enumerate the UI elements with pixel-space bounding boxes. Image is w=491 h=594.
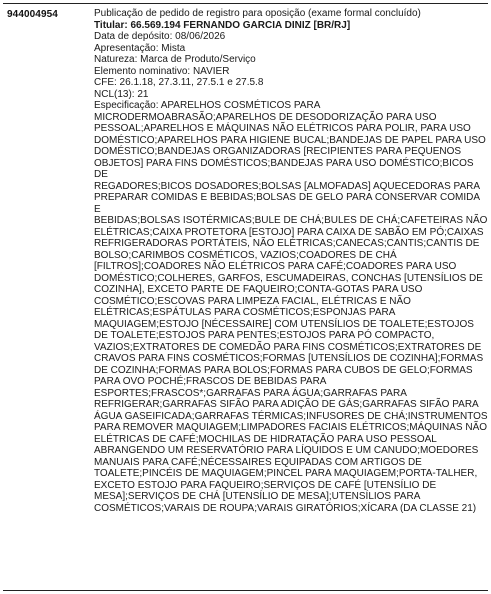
ncl-class: NCL(13): 21 xyxy=(94,88,149,100)
holder: Titular: 66.569.194 FERNANDO GARCIA DINIZ [BR/RJ] xyxy=(94,19,351,31)
nature: Natureza: Marca de Produto/Serviço xyxy=(94,54,256,65)
cfe-codes: CFE: 26.1.18, 27.3.11, 27.5.1 e 27.5.8 xyxy=(94,77,264,88)
filing-date: Data de depósito: 08/06/2026 xyxy=(94,31,226,42)
publication-entry xyxy=(94,8,488,514)
presentation: Apresentação: Mista xyxy=(94,42,186,54)
nominative-element: Elemento nominativo: NAVIER xyxy=(94,65,230,77)
top-divider xyxy=(3,3,488,4)
bottom-divider xyxy=(3,590,488,591)
process-number: 944004954 xyxy=(7,9,58,20)
specification: Especificação: APARELHOS COSMÉTICOS PARA MICRODERMOABRASÃO;APARELHOS DE DESODORIZAÇÃO PARA USO PESSOAL;APARELHOS E MÁQUINAS NÃO ELÉTRICOS PARA POLIR, PARA USO DOMÉSTICO;APARELHOS PARA HIGIENE BUCAL;BANDEJAS DE PAPEL PARA USO DOMÉSTICO;BANDEJAS ORGANIZADORAS [RECIPIENTES PARA PEQUENOS OBJETOS] PARA FINS DOMÉSTICOS;BANDEJAS PARA USO DOMÉSTICO;BICOS DE REGADORES;BICOS DOSADORES;BOLSAS [ALMOFADAS] AQUECEDORAS PARA PREPARAR COMIDAS E BEBIDAS;BOLSAS DE GELO PARA CONSERVAR COMIDA E BEBIDAS;BOLSAS ISOTÉRMICAS;BULE DE CHÁ;BULES DE CHÁ;CAFETEIRAS NÃO ELÉTRICAS;CAIXA PROTETORA [ESTOJO] PARA CAIXA DE SABÃO EM PÓ;CAIXAS REFRIGERADORAS PORTÁTEIS, NÃO ELÉTRICAS;CANECAS;CANTIS;CANTIS DE BOLSO;CARIMBOS COSMÉTICOS, VAZIOS;COADORES DE CHÁ [FILTROS];COADORES NÃO ELÉTRICOS PARA CAFÉ;COADORES PARA USO DOMÉSTICO;COLHERES, GARFOS, ESCUMADEIRAS, CONCHAS [UTENSÍLIOS DE COZINHA], EXCETO PARTE DE FAQUEIRO;CONTA-GOTAS PARA USO COSMÉTICO;ESCOVAS PARA LIMPEZA FACIAL, ELÉTRICAS E NÃO ELÉTRICAS;ESPÁTULAS PARA COSMÉTICOS;ESPONJAS PARA MAQUIAGEM;ESTOJO [NÉCESSAIRE] COM UTENSÍLIOS DE TOALETE;ESTOJOS DE TOALETE;ESTOJOS PARA PENTES;ESTOJOS PARA PÓ COMPACTO, VAZIOS;EXTRATORES DE COMEDÃO PARA FINS COSMÉTICOS;EXTRATORES DE CRAVOS PARA FINS COSMÉTICOS;FORMAS [UTENSÍLIOS DE COZINHA];FORMAS DE COZINHA;FORMAS PARA BOLOS;FORMAS PARA CUBOS DE GELO;FORMAS PARA OVO POCHÉ;FRASCOS DE BEBIDAS PARA ESPORTES;FRASCOS*;GARRAFAS PARA ÁGUA;GARRAFAS PARA REFRIGERAR;GARRAFAS SIFÃO PARA ADIÇÃO DE GÁS;GARRAFAS SIFÃO PARA ÁGUA GASEIFICADA;GARRAFAS TÉRMICAS;INFUSORES DE CHÁ;INSTRUMENTOS PARA REMOVER MAQUIAGEM;LIMPADORES FACIAIS ELÉTRICOS;MÁQUINAS NÃO ELÉTRICAS DE CAFÉ;MOCHILAS DE HIDRATAÇÃO PARA USO PESSOAL ABRANGENDO UM RESERVATÓRIO PARA LÍQUIDOS E UM CANUDO;MOEDORES MANUAIS PARA CAFÉ;NÉCESSAIRES EQUIPADAS COM ARTIGOS DE TOALETE;PINCÉIS DE MAQUIAGEM;PINCEL PARA MAQUIAGEM;PORTA-TALHER, EXCETO ESTOJO PARA FAQUEIRO;SERVIÇOS DE CAFÉ [UTENSÍLIO DE MESA];SERVIÇOS DE CHÁ [UTENSÍLIO DE MESA];UTENSÍLIOS PARA COSMÉTICOS;VARAIS DE ROUPA;VARAIS GIRATÓRIOS;XÍCARA (DA CLASSE 21) xyxy=(94,100,488,514)
publication-type: Publicação de pedido de registro para oposição (exame formal concluído) xyxy=(94,8,421,19)
